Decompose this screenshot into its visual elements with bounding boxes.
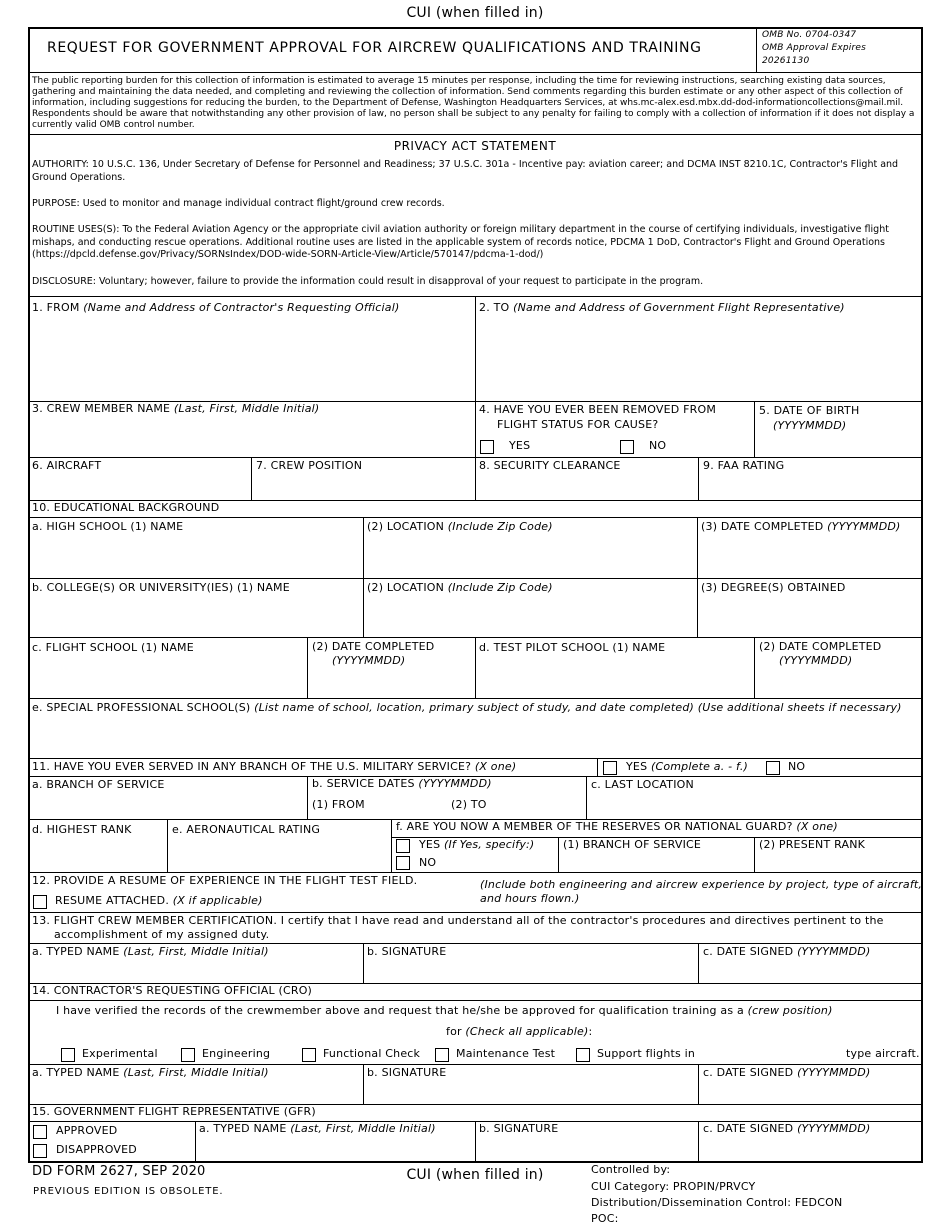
gfr-typed-name-field[interactable] <box>197 1138 472 1160</box>
field-11c-label: c. LAST LOCATION <box>591 778 694 791</box>
military-yes-checkbox[interactable] <box>603 761 617 775</box>
college-name-field[interactable] <box>30 597 360 635</box>
experimental-checkbox[interactable] <box>61 1048 75 1062</box>
reserves-yes-checkbox[interactable] <box>396 839 410 853</box>
flight-school-date-field[interactable] <box>309 670 472 695</box>
to-field[interactable] <box>477 318 920 398</box>
military-yes-label: YES (Complete a. - f.) <box>626 760 749 773</box>
crew-typed-name-field[interactable] <box>30 961 360 981</box>
date-of-birth-field[interactable] <box>756 434 920 454</box>
flight-school-name-field[interactable] <box>30 657 304 695</box>
field-11b-to-label: (2) TO <box>451 798 487 811</box>
field-10d-date-label: (2) DATE COMPLETED <box>759 640 882 653</box>
branch-of-service-field[interactable] <box>30 794 304 817</box>
removed-yes-label: YES <box>509 439 531 452</box>
cui-bottom: CUI (when filled in) <box>406 1167 544 1183</box>
resume-attached-label: RESUME ATTACHED. (X if applicable) <box>55 894 263 907</box>
field-13a-label: a. TYPED NAME (Last, First, Middle Initial) <box>32 945 269 958</box>
field-10c-date-format: (YYYYMMDD) <box>332 654 406 667</box>
cro-date-signed-field[interactable] <box>700 1082 920 1102</box>
aircraft-type-field[interactable] <box>698 1044 840 1062</box>
college-degree-field[interactable] <box>699 597 920 635</box>
military-no-label: NO <box>788 760 806 773</box>
field-11b-from-label: (1) FROM <box>312 798 365 811</box>
field-10c-label: c. FLIGHT SCHOOL (1) NAME <box>32 641 194 654</box>
functional-check-checkbox[interactable] <box>302 1048 316 1062</box>
cro-signature-field[interactable] <box>365 1082 695 1102</box>
functional-check-label: Functional Check <box>323 1047 421 1060</box>
reserves-rank-field[interactable] <box>756 853 920 870</box>
field-5-label: 5. DATE OF BIRTH <box>759 404 860 417</box>
field-10a-location-label: (2) LOCATION (Include Zip Code) <box>367 520 553 533</box>
engineering-label: Engineering <box>202 1047 271 1060</box>
field-10d-date-format: (YYYYMMDD) <box>779 654 853 667</box>
field-14a-label: a. TYPED NAME (Last, First, Middle Initial) <box>32 1066 269 1079</box>
field-14-statement: I have verified the records of the crewmember above and request that he/she be approved for qualification training as a (crew position) <box>56 1004 833 1017</box>
field-2-label: 2. TO (Name and Address of Government Flight Representative) <box>479 301 845 314</box>
privacy-purpose: PURPOSE: Used to monitor and manage individual contract flight/ground crew records. <box>32 198 445 209</box>
special-professional-school-field[interactable] <box>30 717 920 755</box>
high-school-name-field[interactable] <box>30 536 360 576</box>
approved-checkbox[interactable] <box>33 1125 47 1139</box>
reserves-branch-field[interactable] <box>560 853 751 870</box>
field-10c-date-label: (2) DATE COMPLETED <box>312 640 435 653</box>
type-aircraft-label: type aircraft. <box>846 1047 920 1060</box>
faa-rating-field[interactable] <box>700 475 920 497</box>
approved-label: APPROVED <box>56 1124 118 1137</box>
support-flights-label: Support flights in <box>597 1047 696 1060</box>
privacy-disclosure: DISCLOSURE: Voluntary; however, failure to provide the information could result in disapproval of your request to participate in the program. <box>32 276 704 287</box>
form-title: REQUEST FOR GOVERNMENT APPROVAL FOR AIRCREW QUALIFICATIONS AND TRAINING <box>47 40 702 56</box>
disapproved-checkbox[interactable] <box>33 1144 47 1158</box>
cro-typed-name-field[interactable] <box>30 1082 360 1102</box>
field-14c-label: c. DATE SIGNED (YYYYMMDD) <box>703 1066 871 1079</box>
engineering-checkbox[interactable] <box>181 1048 195 1062</box>
form-number: DD FORM 2627, SEP 2020 <box>32 1164 206 1179</box>
field-10a-label: a. HIGH SCHOOL (1) NAME <box>32 520 184 533</box>
highest-rank-field[interactable] <box>30 838 164 870</box>
field-14b-label: b. SIGNATURE <box>367 1066 447 1079</box>
privacy-authority: AUTHORITY: 10 U.S.C. 136, Under Secretary of Defense for Personnel and Readiness; 37 U.S.C. 301a - Incentive pay: aviation career; and DCMA INST 8210.1C, Contractor's Flight and Ground Operations. <box>32 159 899 183</box>
field-14-label: 14. CONTRACTOR'S REQUESTING OFFICIAL (CRO) <box>32 984 313 997</box>
field-15a-label: a. TYPED NAME (Last, First, Middle Initial) <box>199 1122 436 1135</box>
reserves-no-label: NO <box>419 856 437 869</box>
removed-yes-checkbox[interactable] <box>480 440 494 454</box>
disapproved-label: DISAPPROVED <box>56 1143 137 1156</box>
field-4-label-b: FLIGHT STATUS FOR CAUSE? <box>497 418 659 431</box>
burden-statement: The public reporting burden for this collection of information is estimated to average 15 minutes per response, including the time for reviewing instructions, searching existing data sources, gathering and maintaining the data needed, and completing and reviewing the collection of information. Send comments regarding this burden estimate or any other aspect of this collection of information, including suggestions for reducing the burden, to the Department of Defense, Washington Headquarters Services, at whs.mc-alex.esd.mbx.dd-dod-informationcollections@mail.mil. Respondents should be aware that notwithstanding any other provision of law, no person shall be subject to any penalty for failing to comply with a collection of information if it does not display a currently valid OMB control number. <box>32 76 915 130</box>
reserves-yes-label: YES (If Yes, specify:) <box>419 838 535 851</box>
field-10d-label: d. TEST PILOT SCHOOL (1) NAME <box>479 641 666 654</box>
crew-signature-field[interactable] <box>365 961 695 981</box>
security-clearance-field[interactable] <box>477 475 695 497</box>
crew-date-signed-field[interactable] <box>700 961 920 981</box>
cui-category: CUI Category: PROPIN/PRVCY <box>591 1180 756 1193</box>
field-14-for: for (Check all applicable): <box>446 1025 593 1038</box>
field-10e-label: e. SPECIAL PROFESSIONAL SCHOOL(S) (List name of school, location, primary subject of study, and date completed) (Use additional sheets if necessary) <box>32 701 902 714</box>
high-school-location-field[interactable] <box>365 536 694 576</box>
gfr-signature-field[interactable] <box>477 1138 695 1160</box>
maintenance-test-label: Maintenance Test <box>456 1047 556 1060</box>
field-10b-degree-label: (3) DEGREE(S) OBTAINED <box>701 581 846 594</box>
service-to-field[interactable] <box>490 796 584 817</box>
controlled-by: Controlled by: <box>591 1163 671 1176</box>
resume-attached-checkbox[interactable] <box>33 895 47 909</box>
dissemination-control: Distribution/Dissemination Control: FEDCON <box>591 1196 843 1209</box>
field-6-label: 6. AIRCRAFT <box>32 459 102 472</box>
last-location-field[interactable] <box>588 794 920 817</box>
previous-edition-note: PREVIOUS EDITION IS OBSOLETE. <box>33 1186 224 1197</box>
field-10b-label: b. COLLEGE(S) OR UNIVERSITY(IES) (1) NAME <box>32 581 290 594</box>
field-11d-label: d. HIGHEST RANK <box>32 823 132 836</box>
omb-expires-date: 20261130 <box>762 56 810 66</box>
field-10b-location-label: (2) LOCATION (Include Zip Code) <box>367 581 553 594</box>
support-flights-checkbox[interactable] <box>576 1048 590 1062</box>
field-9-label: 9. FAA RATING <box>703 459 785 472</box>
test-pilot-school-name-field[interactable] <box>477 657 751 695</box>
poc: POC: <box>591 1212 619 1225</box>
test-pilot-school-date-field[interactable] <box>756 670 920 695</box>
field-13-label-a: 13. FLIGHT CREW MEMBER CERTIFICATION. I certify that I have read and understand all of the contractor's procedures and directives pertinent to the <box>32 914 884 927</box>
field-3-label: 3. CREW MEMBER NAME (Last, First, Middle Initial) <box>32 402 320 415</box>
field-7-label: 7. CREW POSITION <box>256 459 363 472</box>
field-10-label: 10. EDUCATIONAL BACKGROUND <box>32 501 220 514</box>
cui-top: CUI (when filled in) <box>406 5 544 21</box>
gfr-date-signed-field[interactable] <box>700 1138 920 1160</box>
omb-expires-label: OMB Approval Expires <box>762 43 867 53</box>
omb-number: OMB No. 0704-0347 <box>762 30 857 40</box>
field-10a-date-label: (3) DATE COMPLETED (YYYYMMDD) <box>701 520 901 533</box>
field-15b-label: b. SIGNATURE <box>479 1122 559 1135</box>
from-field[interactable] <box>30 318 472 398</box>
field-1-label: 1. FROM (Name and Address of Contractor's Requesting Official) <box>32 301 400 314</box>
field-11e-label: e. AERONAUTICAL RATING <box>172 823 321 836</box>
field-4-label-a: 4. HAVE YOU EVER BEEN REMOVED FROM <box>479 403 717 416</box>
reserves-no-checkbox[interactable] <box>396 856 410 870</box>
crew-position-field[interactable] <box>253 475 472 497</box>
aeronautical-rating-field[interactable] <box>169 838 388 870</box>
experimental-label: Experimental <box>82 1047 158 1060</box>
field-15c-label: c. DATE SIGNED (YYYYMMDD) <box>703 1122 871 1135</box>
field-13b-label: b. SIGNATURE <box>367 945 447 958</box>
field-5-format: (YYYYMMDD) <box>773 419 847 432</box>
field-13c-label: c. DATE SIGNED (YYYYMMDD) <box>703 945 871 958</box>
field-11-label: 11. HAVE YOU EVER SERVED IN ANY BRANCH OF THE U.S. MILITARY SERVICE? (X one) <box>32 760 517 773</box>
field-13-label-b: accomplishment of my assigned duty. <box>54 928 270 941</box>
privacy-title: PRIVACY ACT STATEMENT <box>393 139 557 153</box>
crew-member-name-field[interactable] <box>30 418 472 454</box>
field-11b-label: b. SERVICE DATES (YYYYMMDD) <box>312 777 492 790</box>
field-12-note-line2: and hours flown.) <box>480 892 580 905</box>
field-12-note-line1: (Include both engineering and aircrew experience by project, type of aircraft, <box>480 878 923 891</box>
military-no-checkbox[interactable] <box>766 761 780 775</box>
service-from-field[interactable] <box>370 796 448 817</box>
high-school-date-field[interactable] <box>699 536 920 576</box>
privacy-routine-uses: ROUTINE USES(S): To the Federal Aviation Agency or the appropriate civil aviation authority or foreign military department in the course of certifying individuals, investigative flight mishaps, and conducting rescue operations. Additional routine uses are listed in the applicable system of records notice, PDCMA 1 DoD, Contractor's Flight and Ground Operations (https://dpcld.defense.gov/Privacy/SORNsIndex/DOD-wide-SORN-Article-View/Article/570147/pdcma-1-dod/) <box>32 224 889 260</box>
maintenance-test-checkbox[interactable] <box>435 1048 449 1062</box>
field-15-label: 15. GOVERNMENT FLIGHT REPRESENTATIVE (GFR) <box>32 1105 316 1118</box>
removed-no-label: NO <box>649 439 667 452</box>
aircraft-field[interactable] <box>30 475 248 497</box>
field-11f-rank-label: (2) PRESENT RANK <box>759 838 866 851</box>
field-12-label: 12. PROVIDE A RESUME OF EXPERIENCE IN THE FLIGHT TEST FIELD. <box>32 874 418 887</box>
field-11f-label: f. ARE YOU NOW A MEMBER OF THE RESERVES OR NATIONAL GUARD? (X one) <box>396 820 838 833</box>
removed-no-checkbox[interactable] <box>620 440 634 454</box>
college-location-field[interactable] <box>365 597 694 635</box>
field-11f-branch-label: (1) BRANCH OF SERVICE <box>563 838 702 851</box>
field-11a-label: a. BRANCH OF SERVICE <box>32 778 165 791</box>
field-8-label: 8. SECURITY CLEARANCE <box>479 459 621 472</box>
